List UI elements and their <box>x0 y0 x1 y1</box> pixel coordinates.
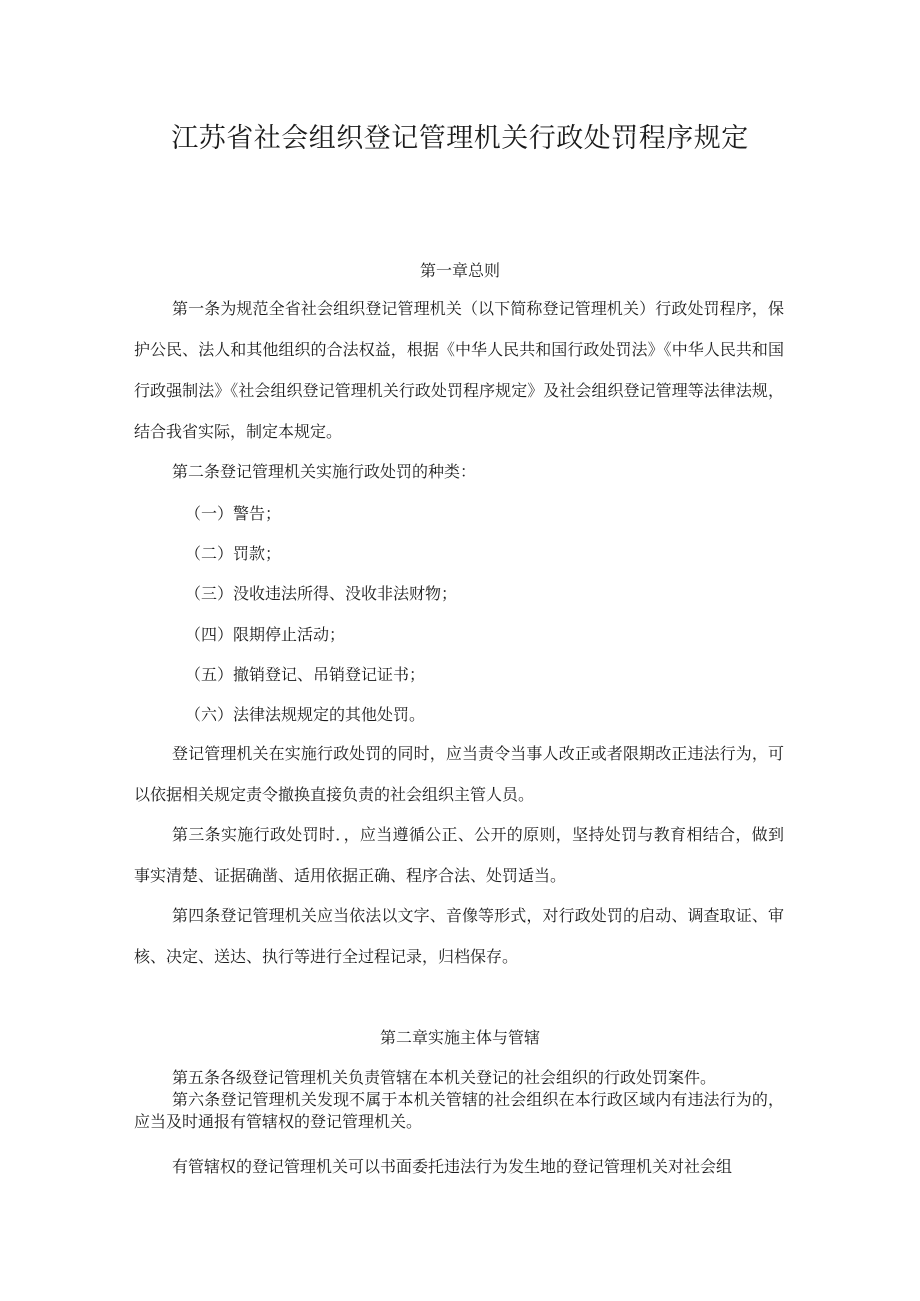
article-2: 第二条登记管理机关实施行政处罚的种类： <box>172 462 477 481</box>
article-6: 第六条登记管理机关发现不属于本机关管辖的社会组织在本行政区域内有违法行为的，应当及时通报有管辖权的登记管理机关。 <box>134 1090 784 1131</box>
list-item: （六）法律法规规定的其他处罚。 <box>185 705 426 724</box>
article-1: 第一条为规范全省社会组织登记管理机关（以下简称登记管理机关）行政处罚程序，保护公民、法人和其他组织的合法权益，根据《中华人民共和国行政处罚法》《中华人民共和国行政强制法》《社会组织登记管理机关行政处罚程序规定》及社会组织登记管理等法律法规，结合我省实际，制定本规定。 <box>134 299 784 441</box>
article-5: 第五条各级登记管理机关负责管辖在本机关登记的社会组织的行政处罚案件。 <box>172 1068 717 1087</box>
list-item: （二）罚款； <box>185 544 282 563</box>
list-item: （一）警告； <box>185 504 282 523</box>
chapter-2-heading: 第二章实施主体与管辖 <box>379 1028 540 1047</box>
article-2-supplement: 登记管理机关在实施行政处罚的同时，应当责令当事人改正或者限期改正违法行为，可以依据相关规定责令撤换直接负责的社会组织主管人员。 <box>134 744 784 804</box>
list-item: （五）撤销登记、吊销登记证书； <box>185 665 426 684</box>
article-3: 第三条实施行政处罚时．，应当遵循公正、公开的原则，坚持处罚与教育相结合，做到事实清楚、证据确凿、适用依据正确、程序合法、处罚适当。 <box>134 825 784 885</box>
article-6-supplement: 有管辖权的登记管理机关可以书面委托违法行为发生地的登记管理机关对社会组 <box>172 1157 733 1176</box>
document-title: 江苏省社会组织登记管理机关行政处罚程序规定 <box>171 123 749 154</box>
article-4: 第四条登记管理机关应当依法以文字、音像等形式，对行政处罚的启动、调查取证、审核、决定、送达、执行等进行全过程记录，归档保存。 <box>134 906 784 966</box>
list-item: （三）没收违法所得、没收非法财物； <box>185 584 458 603</box>
list-item: （四）限期停止活动； <box>185 625 346 644</box>
chapter-1-heading: 第一章总则 <box>419 261 500 280</box>
